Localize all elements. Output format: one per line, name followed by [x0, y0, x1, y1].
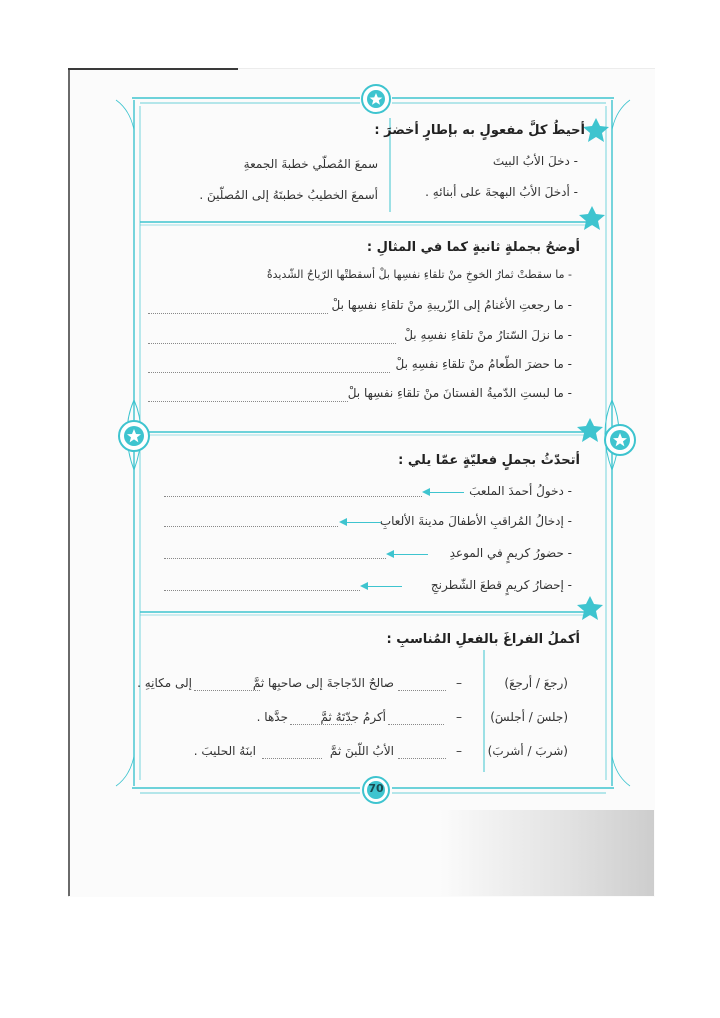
ex1-left-line-2: أسمعَ الخطيبُ خطبتَهُ إلى المُصلّينَ .	[199, 188, 378, 202]
ex3-line-1: - دخولُ أحمدَ الملعبَ	[469, 484, 572, 498]
ex4-dash-3: –	[456, 744, 462, 758]
section-3-star-icon	[577, 418, 603, 442]
ex3-line-4: - إحضارُ كريمٍ قطعَ الشّطرنجِ	[430, 578, 572, 592]
right-star-medallion-icon	[605, 425, 635, 455]
ex4-choice-1: (رجعَ / أرجعَ)	[504, 676, 568, 690]
section-1-star-icon	[583, 118, 609, 142]
ex2-blank-5[interactable]	[148, 401, 348, 402]
ex4-s1-blank-1[interactable]	[398, 690, 446, 691]
ex4-title: أكملُ الفراغَ بالفعلِ المُناسبِ :	[386, 632, 580, 647]
ex3-arrow-3-icon	[392, 554, 428, 555]
ex4-s2-part-a: أكرمُ جدّتَهُ ثمَّ	[320, 710, 386, 724]
ex4-s3-part-b: ابنَهُ الحليبَ .	[193, 744, 256, 758]
ex3-arrow-4-icon	[366, 586, 402, 587]
ex2-line-2: - ما رجعتِ الأغنامُ إلى الزّريبةِ منْ تلقاءِ نفسِها بلْ	[331, 298, 572, 312]
ex4-dash-2: –	[456, 710, 462, 724]
ex4-s2-part-b: جدَّها .	[256, 710, 288, 724]
top-star-medallion-icon	[362, 85, 390, 113]
ex4-s3-blank-2[interactable]	[262, 758, 322, 759]
ex4-s1-part-a: صالحٌ الدّجاجةَ إلى صاحبِها ثمَّ	[252, 676, 394, 690]
ex3-arrow-1-icon	[428, 492, 464, 493]
section-4-star-icon	[577, 596, 603, 620]
section-2-star-icon	[579, 206, 605, 230]
ex2-line-3: - ما نزلَ السّتارُ منْ تلقاءِ نفسِهِ بلْ	[404, 328, 572, 342]
ex3-blank-1[interactable]	[164, 496, 422, 497]
ex3-line-3: - حضورُ كريمٍ في الموعدِ	[449, 546, 572, 560]
ex4-s1-part-b: إلى مكانِهِ .	[137, 676, 192, 690]
ex3-blank-4[interactable]	[164, 590, 360, 591]
ex3-blank-2[interactable]	[164, 526, 338, 527]
ex3-arrow-2-icon	[345, 522, 381, 523]
ex3-blank-3[interactable]	[164, 558, 386, 559]
ex1-left-line-1: سمعَ المُصلّي خطبةَ الجمعةِ	[243, 157, 378, 171]
ex4-choice-3: (شربَ / أشربَ)	[487, 744, 568, 758]
ex2-blank-4[interactable]	[148, 372, 390, 373]
left-star-medallion-icon	[119, 421, 149, 451]
ex4-s3-part-a: الأبُ اللّبنَ ثمَّ	[329, 744, 394, 758]
ex4-s2-blank-2[interactable]	[290, 724, 352, 725]
ex2-blank-2[interactable]	[148, 313, 328, 314]
ex4-s3-blank-1[interactable]	[398, 758, 446, 759]
ex4-s1-blank-2[interactable]	[194, 690, 260, 691]
ex1-right-line-1: - دخلَ الأبُ البيتَ	[492, 154, 578, 168]
ex1-right-line-2: - أدخلَ الأبُ البهجةَ على أبنائهِ .	[425, 185, 578, 199]
ex4-dash-1: –	[456, 676, 462, 690]
ex2-title: أوضحُ بجملةٍ ثانيةٍ كما في المثالِ :	[366, 240, 580, 255]
page-number: 70	[368, 782, 384, 795]
ex2-line-5: - ما لبستِ الدّميةُ الفستانَ منْ تلقاءِ نفسِها بلْ	[347, 386, 572, 400]
ex2-line-4: - ما حضرَ الطّعامُ منْ تلقاءِ نفسِهِ بلْ	[395, 357, 572, 371]
ex2-example-line: - ما سقطتْ ثمارُ الخوخِ منْ تلقاءِ نفسِها بلْ أسقطتْها الرّياحُ الشّديدةُ	[266, 268, 572, 281]
ex4-choice-2: (جلسَ / أجلسَ)	[490, 710, 568, 724]
ex1-title: أحيطُ كلَّ مفعولٍ به بإطارٍ أخضرَ :	[374, 123, 585, 138]
ex4-s2-blank-1[interactable]	[388, 724, 444, 725]
ex2-blank-3[interactable]	[148, 343, 396, 344]
ex3-line-2: - إدخالُ المُراقبِ الأطفالَ مدينةَ الألعابِ	[379, 514, 572, 528]
ex3-title: أتحدّثُ بجملٍ فعليّةٍ عمّا يلي :	[398, 453, 580, 468]
